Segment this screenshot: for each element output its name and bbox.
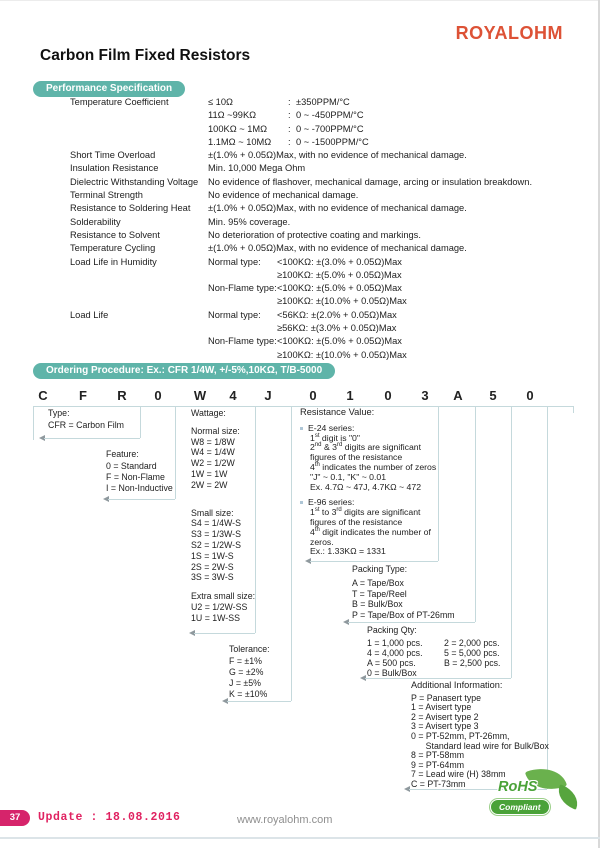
update-date: Update : 18.08.2016 [38, 811, 181, 824]
block-title: Packing Type: [352, 564, 408, 574]
spec-range-value: 0 ~ -700PPM/°C [296, 123, 364, 134]
block-item: 0 = Bulk/Box [367, 668, 417, 678]
diagram-line [310, 561, 438, 562]
ordering-code-char: 0 [384, 388, 392, 403]
spec-label: Short Time Overload [70, 150, 156, 161]
block-title: Packing Qty: [367, 625, 417, 635]
spec-type-value: ≥100KΩ: ±(10.0% + 0.05Ω)Max [277, 349, 407, 360]
section-header-performance: Performance Specification [33, 81, 185, 97]
group-header: Extra small size: [191, 591, 256, 602]
wattage-group [191, 426, 255, 491]
packing-qty-row [367, 668, 500, 678]
wattage-group [191, 508, 255, 584]
block-item: 1U = 1W-SS [191, 612, 240, 623]
ordering-code-char: 0 [309, 388, 317, 403]
block-item: W4 = 1/4W [191, 447, 235, 458]
spec-label: Dielectric Withstanding Voltage [70, 176, 199, 187]
ordering-code-char: A [453, 388, 463, 403]
diagram-line [227, 701, 291, 702]
page-bottom-edge [0, 837, 600, 839]
block-title: Tolerance: [229, 644, 270, 654]
spec-type-value: <100KΩ: ±(5.0% + 0.05Ω)Max [277, 336, 402, 347]
website-url: www.royalohm.com [237, 814, 333, 826]
block-tolerance [229, 644, 270, 700]
block-item: W2 = 1/2W [191, 458, 235, 469]
block-item: T = Tape/Reel [352, 588, 407, 599]
diagram-line [44, 438, 140, 439]
block-item: 3 = Avisert type 3 [411, 721, 479, 732]
spec-range-value: ±350PPM/°C [296, 97, 350, 107]
ordering-code-char: C [38, 388, 48, 403]
series-header: E-96 series: [308, 497, 355, 508]
spec-label: Solderability [70, 216, 121, 227]
block-item: 5 = 5,000 pcs. [444, 648, 500, 658]
page-title: Carbon Film Fixed Resistors [40, 47, 251, 64]
spec-range: 1.1MΩ ~ 10MΩ [208, 136, 272, 147]
spec-type-value: <100KΩ: ±(5.0% + 0.05Ω)Max [277, 283, 402, 294]
ordering-code-char: R [117, 388, 127, 403]
block-item: 0 = Standard [106, 461, 157, 471]
series-header: E-24 series: [308, 422, 355, 433]
block-item: U2 = 1/2W-SS [191, 601, 248, 612]
spec-value-line: No deterioration of protective coating and markings. [208, 229, 421, 240]
ordering-code-char: 0 [526, 388, 534, 403]
spec-type: Normal type: [208, 256, 261, 267]
diagram-line [438, 406, 439, 561]
block-resistance [300, 408, 436, 557]
block-item: Ex. 4.7Ω ~ 47J, 4.7KΩ ~ 472 [310, 481, 422, 492]
spec-colon: : [288, 136, 291, 147]
ordering-code-char: W [193, 388, 207, 403]
block-item: S4 = 1/4W-S [191, 518, 241, 529]
block-item: 1 = 1,000 pcs. [367, 638, 423, 648]
block-packing-qty [367, 625, 500, 678]
ordering-code-char: F [79, 388, 87, 403]
block-title: Feature: [106, 449, 139, 459]
diagram-line [108, 499, 175, 500]
block-title: Resistance Value: [300, 407, 375, 417]
spec-range: 11Ω ~99KΩ [208, 110, 257, 121]
rohs-logo [490, 768, 582, 826]
block-item: B = Bulk/Box [352, 599, 403, 610]
block-item: P = Tape/Box of PT-26mm [352, 609, 455, 620]
rohs-compliant-label: Compliant [490, 799, 550, 815]
spec-type-value: ≥100KΩ: ±(10.0% + 0.05Ω)Max [277, 296, 407, 307]
block-item: zeros. [310, 536, 334, 547]
spec-colon: : [288, 123, 291, 134]
section-header-ordering: Ordering Procedure: Ex.: CFR 1/4W, +/-5%,10KΩ, T/B-5000 [33, 363, 335, 379]
group-header: Normal size: [191, 425, 240, 436]
block-item: Standard lead wire for Bulk/Box [411, 740, 549, 751]
block-wattage [191, 408, 255, 624]
block-item: 0 = PT-52mm, PT-26mm, [411, 730, 510, 741]
spec-range-value: 0 ~ -450PPM/°C [296, 110, 364, 121]
spec-colon: : [288, 110, 291, 121]
resistance-series-section [300, 498, 436, 557]
diagram-line [348, 622, 475, 623]
spec-value-line: ±(1.0% + 0.05Ω)Max, with no evidence of mechanical damage. [208, 243, 467, 254]
block-item: W8 = 1/8W [191, 436, 235, 447]
block-item: 3S = 3W-S [191, 572, 234, 583]
block-title: Additional Information: [411, 680, 503, 690]
leaf-icon [554, 784, 583, 810]
diagram-line [475, 406, 476, 622]
block-item: 1 = Avisert type [411, 702, 472, 713]
block-item: A = Tape/Box [352, 578, 404, 589]
ordering-code-char: 0 [154, 388, 162, 403]
block-item: 2 = Avisert type 2 [411, 711, 479, 722]
block-item: 2 = 2,000 pcs. [444, 638, 500, 648]
block-item: 1st digit is "0" [310, 432, 360, 443]
diagram-line [140, 406, 141, 438]
spec-type: Non-Flame type: [208, 283, 277, 294]
spec-label: Insulation Resistance [70, 163, 159, 174]
spec-label: Terminal Strength [70, 190, 143, 201]
ordering-code-char: 1 [346, 388, 354, 403]
spec-value-line: No evidence of flashover, mechanical damage, arcing or insulation breakdown. [208, 176, 533, 187]
block-item: CFR = Carbon Film [48, 420, 125, 430]
spec-type-value: <100KΩ: ±(3.0% + 0.05Ω)Max [277, 256, 402, 267]
block-item: 7 = Lead wire (H) 38mm [411, 769, 506, 780]
block-item: 2W = 2W [191, 479, 228, 490]
spec-range: 100KΩ ~ 1MΩ [208, 123, 268, 134]
ordering-code-char: 5 [489, 388, 497, 403]
block-item: S2 = 1/2W-S [191, 539, 241, 550]
spec-value-line: Min. 10,000 Mega Ohm [208, 163, 306, 174]
ordering-code-char: 4 [229, 388, 237, 403]
spec-label: Load Life in Humidity [70, 256, 157, 267]
block-item: figures of the resistance [310, 516, 403, 527]
block-item: 4th indicates the number of zeros [310, 461, 437, 472]
block-item: K = ±10% [229, 689, 268, 700]
block-item: P = Panasert type [411, 692, 482, 703]
block-item: F = ±1% [229, 656, 262, 667]
block-title: Type: [48, 408, 70, 418]
block-item: 2S = 2W-S [191, 561, 234, 572]
diagram-line [511, 406, 512, 678]
block-packing-type [352, 564, 455, 620]
block-item: J = ±5% [229, 678, 261, 689]
rohs-label: RoHS [498, 779, 538, 795]
block-item: B = 2,500 pcs. [444, 658, 501, 668]
brand-logo: ROYALOHM [455, 23, 563, 43]
block-item: 4th digit indicates the number of [310, 526, 431, 537]
block-item: 4 = 4,000 pcs. [367, 648, 423, 658]
block-item: C = PT-73mm [411, 778, 466, 789]
spec-type-value: <56KΩ: ±(2.0% + 0.05Ω)Max [277, 309, 397, 320]
spec-value-line: ±(1.0% + 0.05Ω)Max, with no evidence of mechanical damage. [208, 150, 467, 161]
spec-type-value: ≥100KΩ: ±(5.0% + 0.05Ω)Max [277, 269, 402, 280]
packing-qty-row [367, 658, 500, 668]
spec-type-value: ≥56KΩ: ±(3.0% + 0.05Ω)Max [277, 323, 397, 334]
spec-type: Normal type: [208, 309, 261, 320]
ordering-code-char: 3 [421, 388, 429, 403]
diagram-line [194, 633, 255, 634]
spec-value-line: ±(1.0% + 0.05Ω)Max, with no evidence of mechanical damage. [208, 203, 467, 214]
block-item: 9 = PT-64mm [411, 759, 465, 770]
block-item: 1W = 1W [191, 468, 228, 479]
group-header: Small size: [191, 507, 234, 518]
block-item: 1st to 3rd digits are significant [310, 507, 421, 518]
block-item: F = Non-Flame [106, 472, 165, 482]
block-item: 1S = 1W-S [191, 550, 234, 561]
block-item: A = 500 pcs. [367, 658, 416, 668]
ordering-code-char: J [264, 388, 272, 403]
spec-label: Load Life [70, 309, 109, 320]
diagram-line [365, 678, 511, 679]
wattage-group [191, 591, 255, 623]
diagram-line [573, 406, 574, 413]
spec-value-line: No evidence of mechanical damage. [208, 190, 359, 201]
spec-value-line: Min. 95% coverage. [208, 216, 291, 227]
block-item: 8 = PT-58mm [411, 750, 465, 761]
spec-type: Non-Flame type: [208, 336, 277, 347]
page-number-badge: 37 [0, 810, 30, 826]
spec-label: Temperature Coefficient [70, 97, 169, 107]
spec-range: ≤ 10Ω [208, 97, 233, 107]
diagram-line [33, 406, 34, 440]
block-type [48, 408, 124, 431]
diagram-line [175, 406, 176, 499]
block-item: G = ±2% [229, 667, 264, 678]
packing-qty-row [367, 638, 500, 648]
spec-colon: : [288, 97, 291, 107]
diagram-line [255, 406, 256, 633]
packing-qty-row [367, 648, 500, 658]
block-title: Wattage: [191, 408, 226, 418]
block-item: S3 = 1/3W-S [191, 529, 241, 540]
block-item: figures of the resistance [310, 452, 403, 463]
diagram-line [291, 406, 292, 701]
block-item: I = Non-Inductive [106, 483, 173, 493]
block-item: "J" ~ 0.1, "K" ~ 0.01 [310, 471, 387, 482]
spec-label: Resistance to Soldering Heat [70, 203, 191, 214]
spec-label: Temperature Cycling [70, 243, 156, 254]
spec-label: Resistance to Solvent [70, 229, 160, 240]
block-item: Ex.: 1.33KΩ = 1331 [310, 546, 386, 557]
spec-range-value: 0 ~ -1500PPM/°C [296, 136, 369, 147]
block-feature [106, 449, 173, 494]
resistance-series-section [300, 424, 436, 493]
block-item: 2nd & 3rd digits are significant [310, 442, 422, 453]
